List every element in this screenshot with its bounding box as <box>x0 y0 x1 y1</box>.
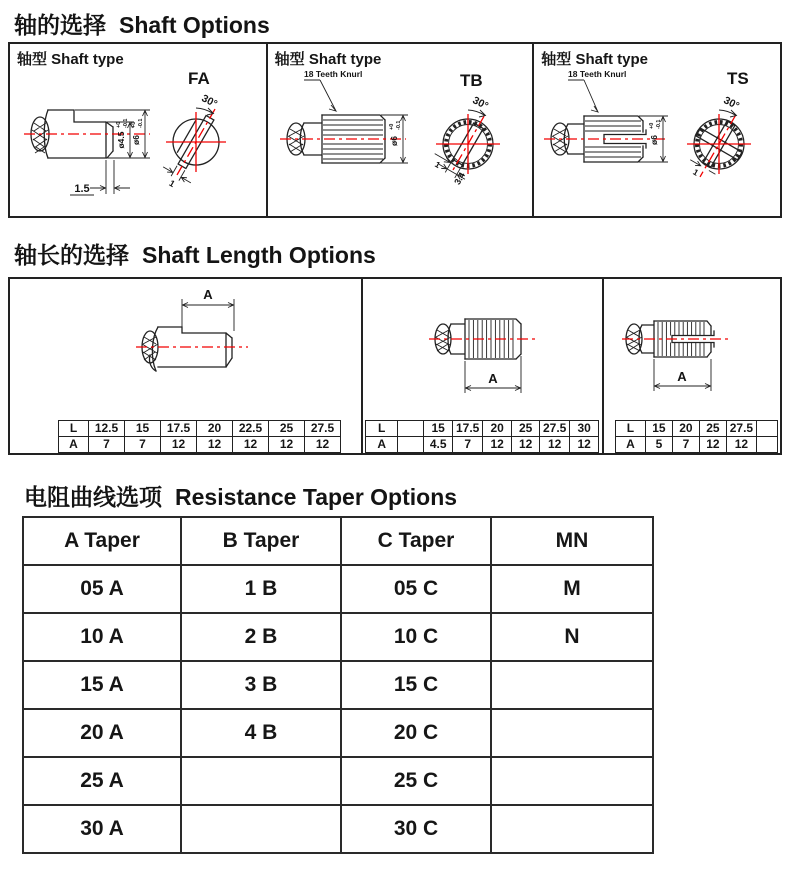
cell: 12 <box>483 437 512 453</box>
dim-a <box>182 287 234 331</box>
cell: 15 A <box>23 661 181 709</box>
cell: 10 C <box>341 613 491 661</box>
cell <box>181 757 341 805</box>
row-label: A <box>366 437 398 453</box>
panel-label: 轴型 Shaft type <box>17 51 124 68</box>
ts-shaft-drawing <box>534 44 779 216</box>
cell: 7 <box>672 437 699 453</box>
title-zh: 轴的选择 <box>14 12 106 38</box>
svg-text:ø4.5: ø4.5 <box>116 131 126 149</box>
cell: 15 <box>424 421 453 437</box>
cell: 17.5 <box>161 421 197 437</box>
section-title-shaft-options <box>14 7 270 40</box>
cell: 17.5 <box>453 421 483 437</box>
cell: 25 A <box>23 757 181 805</box>
fa-angle-label: 30° <box>199 92 220 111</box>
svg-text:+0: +0 <box>649 122 656 129</box>
table-row <box>23 565 653 613</box>
cell <box>491 757 653 805</box>
title-en: Shaft Options <box>119 12 270 38</box>
row-label: L <box>366 421 398 437</box>
svg-text:-0.1: -0.1 <box>395 120 402 130</box>
shaft-type-panel-ts <box>532 44 780 216</box>
svg-text:+0: +0 <box>116 121 122 128</box>
svg-text:18 Teeth Knurl: 18 Teeth Knurl <box>303 69 363 79</box>
dim-a <box>654 359 711 391</box>
column-header: A Taper <box>23 517 181 565</box>
shaft-type-panel-fa <box>10 44 266 216</box>
cell: 2 B <box>181 613 341 661</box>
cell: 3 B <box>181 661 341 709</box>
tb-end-view <box>427 94 500 186</box>
shaft-length-table-2 <box>365 420 599 453</box>
title-zh: 电阻曲线选项 <box>24 484 162 510</box>
table-row <box>23 805 653 853</box>
svg-text:3.4: 3.4 <box>451 170 467 187</box>
table-row <box>23 661 653 709</box>
shaft-length-panel-1 <box>10 279 361 453</box>
shaft-drawing <box>136 327 248 371</box>
cell: 4.5 <box>424 437 453 453</box>
cell: 12 <box>233 437 269 453</box>
svg-text:1.5: 1.5 <box>74 183 90 195</box>
column-header: MN <box>491 517 653 565</box>
column-header: B Taper <box>181 517 341 565</box>
svg-text:+0: +0 <box>131 121 137 128</box>
taper-table <box>22 516 654 854</box>
cell: 05 C <box>341 565 491 613</box>
row-label: L <box>59 421 89 437</box>
svg-text:A: A <box>203 287 213 302</box>
cell: M <box>491 565 653 613</box>
cell: 12 <box>512 437 540 453</box>
cell: 27.5 <box>726 421 756 437</box>
cell: 7 <box>125 437 161 453</box>
cell <box>756 437 777 453</box>
fa-side-view <box>24 110 150 158</box>
cell: 30 C <box>341 805 491 853</box>
svg-text:18 Teeth Knurl: 18 Teeth Knurl <box>568 69 627 79</box>
cell: 7 <box>453 437 483 453</box>
cell <box>398 437 424 453</box>
cell: 12 <box>305 437 341 453</box>
cell: 20 <box>197 421 233 437</box>
cell: 20 A <box>23 709 181 757</box>
cell: 30 <box>570 421 599 437</box>
cell <box>756 421 777 437</box>
cell: 30 A <box>23 805 181 853</box>
shaft-length-box <box>8 277 782 455</box>
svg-text:-0.1: -0.1 <box>123 118 129 128</box>
table-row <box>615 421 777 437</box>
cell: 12 <box>269 437 305 453</box>
cell: 1 B <box>181 565 341 613</box>
svg-text:ø6: ø6 <box>649 135 660 145</box>
svg-text:1: 1 <box>167 177 177 190</box>
dim-a <box>465 356 521 393</box>
cell: 12 <box>726 437 756 453</box>
cell: 22.5 <box>233 421 269 437</box>
cell <box>398 421 424 437</box>
column-header: C Taper <box>341 517 491 565</box>
ts-knurl-note <box>568 69 626 112</box>
svg-text:ø6: ø6 <box>131 135 141 145</box>
table-row <box>23 613 653 661</box>
cell <box>491 661 653 709</box>
shaft-options-box <box>8 42 782 218</box>
svg-text:A: A <box>488 371 498 386</box>
cell: 25 C <box>341 757 491 805</box>
cell: N <box>491 613 653 661</box>
cell: 5 <box>645 437 672 453</box>
cell: 12 <box>540 437 570 453</box>
ts-angle-label: 30° <box>721 94 742 113</box>
title-en: Resistance Taper Options <box>175 484 458 510</box>
panel-label: 轴型 Shaft type <box>274 51 382 68</box>
cell: 15 <box>645 421 672 437</box>
svg-text:-0.1: -0.1 <box>138 118 144 128</box>
table-row <box>59 437 341 453</box>
shaft-type-panel-tb <box>266 44 533 216</box>
section-title-shaft-length <box>14 237 376 270</box>
table-row <box>23 757 653 805</box>
svg-text:1: 1 <box>691 166 701 178</box>
cell: 12 <box>699 437 726 453</box>
cell: 25 <box>269 421 305 437</box>
cell: 12 <box>161 437 197 453</box>
cell: 20 C <box>341 709 491 757</box>
tb-shaft-drawing <box>268 44 534 216</box>
svg-text:+0: +0 <box>388 123 395 130</box>
cell: 12.5 <box>89 421 125 437</box>
ts-end-view <box>678 94 757 191</box>
cell <box>491 805 653 853</box>
cell: 27.5 <box>540 421 570 437</box>
tb-knurl-note <box>304 69 362 111</box>
cell: 25 <box>512 421 540 437</box>
shaft-length-table-3 <box>615 420 778 453</box>
cell: 20 <box>483 421 512 437</box>
row-label: A <box>59 437 89 453</box>
table-row <box>366 421 599 437</box>
cell <box>181 805 341 853</box>
table-row <box>615 437 777 453</box>
shaft-length-panel-2 <box>361 279 602 453</box>
table-row <box>23 709 653 757</box>
tb-angle-label: 30° <box>470 94 490 113</box>
shaft-code-ts: TS <box>727 69 750 88</box>
title-en: Shaft Length Options <box>142 242 376 268</box>
svg-text:-0.1: -0.1 <box>656 119 663 129</box>
shaft-drawing <box>429 319 535 359</box>
cell <box>491 709 653 757</box>
row-label: L <box>615 421 645 437</box>
cell: 15 C <box>341 661 491 709</box>
fa-shaft-drawing <box>10 44 263 216</box>
cell: 12 <box>570 437 599 453</box>
table-row <box>366 437 599 453</box>
shaft-length-table-1 <box>58 420 341 453</box>
table-row <box>59 421 341 437</box>
cell: 27.5 <box>305 421 341 437</box>
cell: 7 <box>89 437 125 453</box>
fa-end-view <box>156 92 229 196</box>
cell: 4 B <box>181 709 341 757</box>
panel-label: 轴型 Shaft type <box>541 51 648 68</box>
svg-text:1: 1 <box>432 159 442 171</box>
tb-side-view <box>280 115 406 163</box>
svg-text:ø6: ø6 <box>388 136 399 146</box>
svg-text:A: A <box>677 369 687 384</box>
cell: 15 <box>125 421 161 437</box>
taper-header-row <box>23 517 653 565</box>
cell: 10 A <box>23 613 181 661</box>
shaft-length-panel-3 <box>602 279 780 453</box>
fa-dim-flat-length <box>70 160 130 195</box>
title-zh: 轴长的选择 <box>14 242 129 268</box>
cell: 05 A <box>23 565 181 613</box>
cell: 12 <box>197 437 233 453</box>
shaft-code-fa: FA <box>188 69 210 88</box>
shaft-code-tb: TB <box>459 71 483 90</box>
cell: 20 <box>672 421 699 437</box>
row-label: A <box>615 437 645 453</box>
shaft-drawing <box>622 321 728 357</box>
cell: 25 <box>699 421 726 437</box>
section-title-taper <box>24 479 457 512</box>
